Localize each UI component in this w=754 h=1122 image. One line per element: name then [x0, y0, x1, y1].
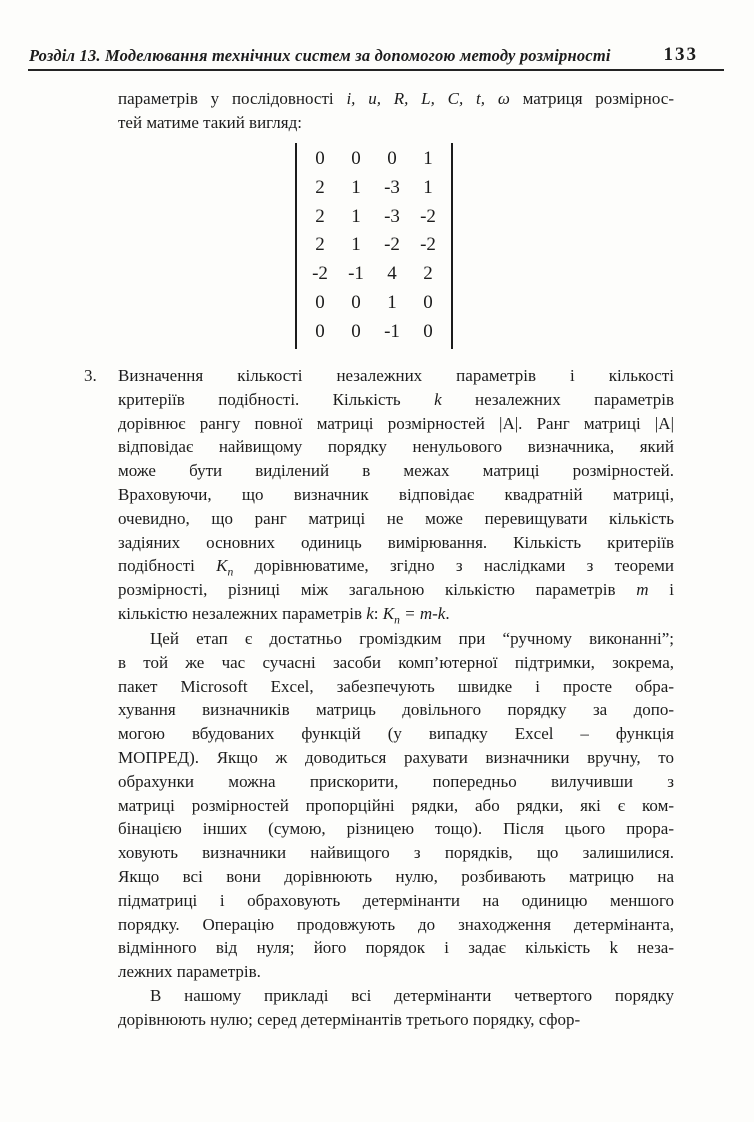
text-line: матриці розмірностей пропорційні рядки, або рядки, які є ком-	[118, 795, 674, 815]
text-line: ховують визначники найвищого з порядків, що залишилися.	[118, 843, 674, 863]
matrix-cell: 1	[351, 234, 361, 256]
matrix-cell: 0	[315, 291, 325, 313]
matrix-cell: 4	[387, 263, 397, 285]
text-line: критеріїв подібності. Кількість k незалежних параметрів	[118, 389, 674, 409]
matrix-cell: 2	[315, 205, 325, 227]
matrix-cell: 0	[315, 320, 325, 342]
text-line: очевидно, що ранг матриці не може перевищувати кількість	[118, 508, 674, 528]
text-line: хування визначників матриць довільного порядку за допо-	[118, 700, 674, 720]
text-line: бінацією інших (сумою, різницею тощо). Після цього прора-	[118, 819, 674, 839]
text-line: тей матиме такий вигляд:	[118, 112, 302, 132]
matrix-cell: -1	[384, 320, 400, 342]
matrix-cell: 2	[315, 234, 325, 256]
matrix-cell: 0	[423, 291, 433, 313]
paragraph-example	[118, 984, 674, 1032]
matrix-cell: 0	[351, 291, 361, 313]
matrix-cell: 2	[423, 263, 433, 285]
matrix-cell: -2	[420, 205, 436, 227]
matrix-cell: 1	[423, 148, 433, 169]
list-item-number: 3.	[84, 366, 97, 385]
text-line: дорівнюють нулю; серед детермінантів третього порядку, сфор-	[118, 1009, 581, 1029]
dimension-matrix	[295, 143, 453, 349]
page-number: 133	[663, 44, 698, 65]
list-item-text	[118, 364, 674, 626]
matrix-cell: -3	[384, 205, 400, 227]
header-rule	[28, 69, 724, 71]
text-line: обрахунки можна прискорити, попередньо вилучивши з	[118, 771, 674, 791]
chapter-title: Розділ 13. Моделювання технічних систем за допомогою методу розмірності	[29, 46, 611, 65]
text-line: лежних параметрів.	[118, 962, 261, 982]
text-line: Цей етап є достатньо громіздким при “ручному виконанні”;	[150, 629, 674, 648]
text-line: кількістю незалежних параметрів k: $К_п = m-k$.	[118, 603, 450, 626]
matrix-cell: 0	[351, 320, 361, 342]
matrix-cell: 0	[315, 148, 325, 169]
intro-paragraph	[118, 87, 674, 135]
matrix-cell: -3	[384, 176, 400, 198]
matrix-cell: 1	[351, 205, 361, 227]
matrix-cell: 1	[387, 291, 397, 313]
text-line: Визначення кількості незалежних параметрів і кількості	[118, 366, 674, 385]
text-line: підматриці і обраховують детермінанти на одиницю меншого	[118, 890, 674, 910]
text-line: параметрів у послідовності i, u, R, L, C, t, ω матриця розмірнос-	[118, 89, 674, 108]
text-line: відповідає найвищому порядку ненульового визначника, який	[118, 437, 674, 457]
text-line: подібності $К_п$ дорівнюватиме, згідно з наслідками з теореми	[118, 556, 674, 579]
list-item-3	[84, 364, 674, 626]
matrix-cell: -2	[312, 263, 328, 285]
text-line: може бути виділений в межах матриці розмірностей.	[118, 461, 674, 481]
text-line: пакет Microsoft Excel, забезпечують швидке і просте обра-	[118, 676, 674, 696]
text-line: задіяних основних одиниць вимірювання. Кількість критеріїв	[118, 532, 674, 552]
matrix-cell: 1	[423, 176, 433, 198]
text-line: дорівнює рангу повної матриці розмірностей |А|. Ранг матриці |А|	[118, 413, 674, 433]
matrix-cell: -1	[348, 263, 364, 285]
text-line: МОПРЕД). Якщо ж доводиться рахувати визначники вручну, то	[118, 747, 674, 767]
text-line: могою вбудованих функцій (у випадку Excel – функція	[118, 724, 674, 744]
matrix-cell: 0	[423, 320, 433, 342]
text-line: в той же час сучасні засоби комп’ютерної підтримки, зокрема,	[118, 652, 674, 672]
text-line: порядку. Операцію продовжують до знаходження детермінанта,	[118, 914, 674, 934]
matrix-cell: -2	[384, 234, 400, 256]
matrix-cell: 0	[387, 148, 397, 169]
text-line: Якщо всі вони дорівнюють нулю, розбивають матрицю на	[118, 866, 674, 886]
text-line: Враховуючи, що визначник відповідає квадратній матриці,	[118, 484, 674, 504]
matrix-cell: -2	[420, 234, 436, 256]
matrix-cell: 1	[351, 176, 361, 198]
matrix-cell: 0	[351, 148, 361, 169]
paragraph-excel	[118, 627, 674, 984]
text-line: розмірності, різниці між загальною кількістю параметрів m і	[118, 580, 674, 600]
text-line: відмінного від нуля; його порядок і задає кількість k неза-	[118, 938, 674, 958]
matrix-cell: 2	[315, 176, 325, 198]
text-line: В нашому прикладі всі детермінанти четвертого порядку	[150, 986, 674, 1005]
page-header	[29, 46, 724, 68]
